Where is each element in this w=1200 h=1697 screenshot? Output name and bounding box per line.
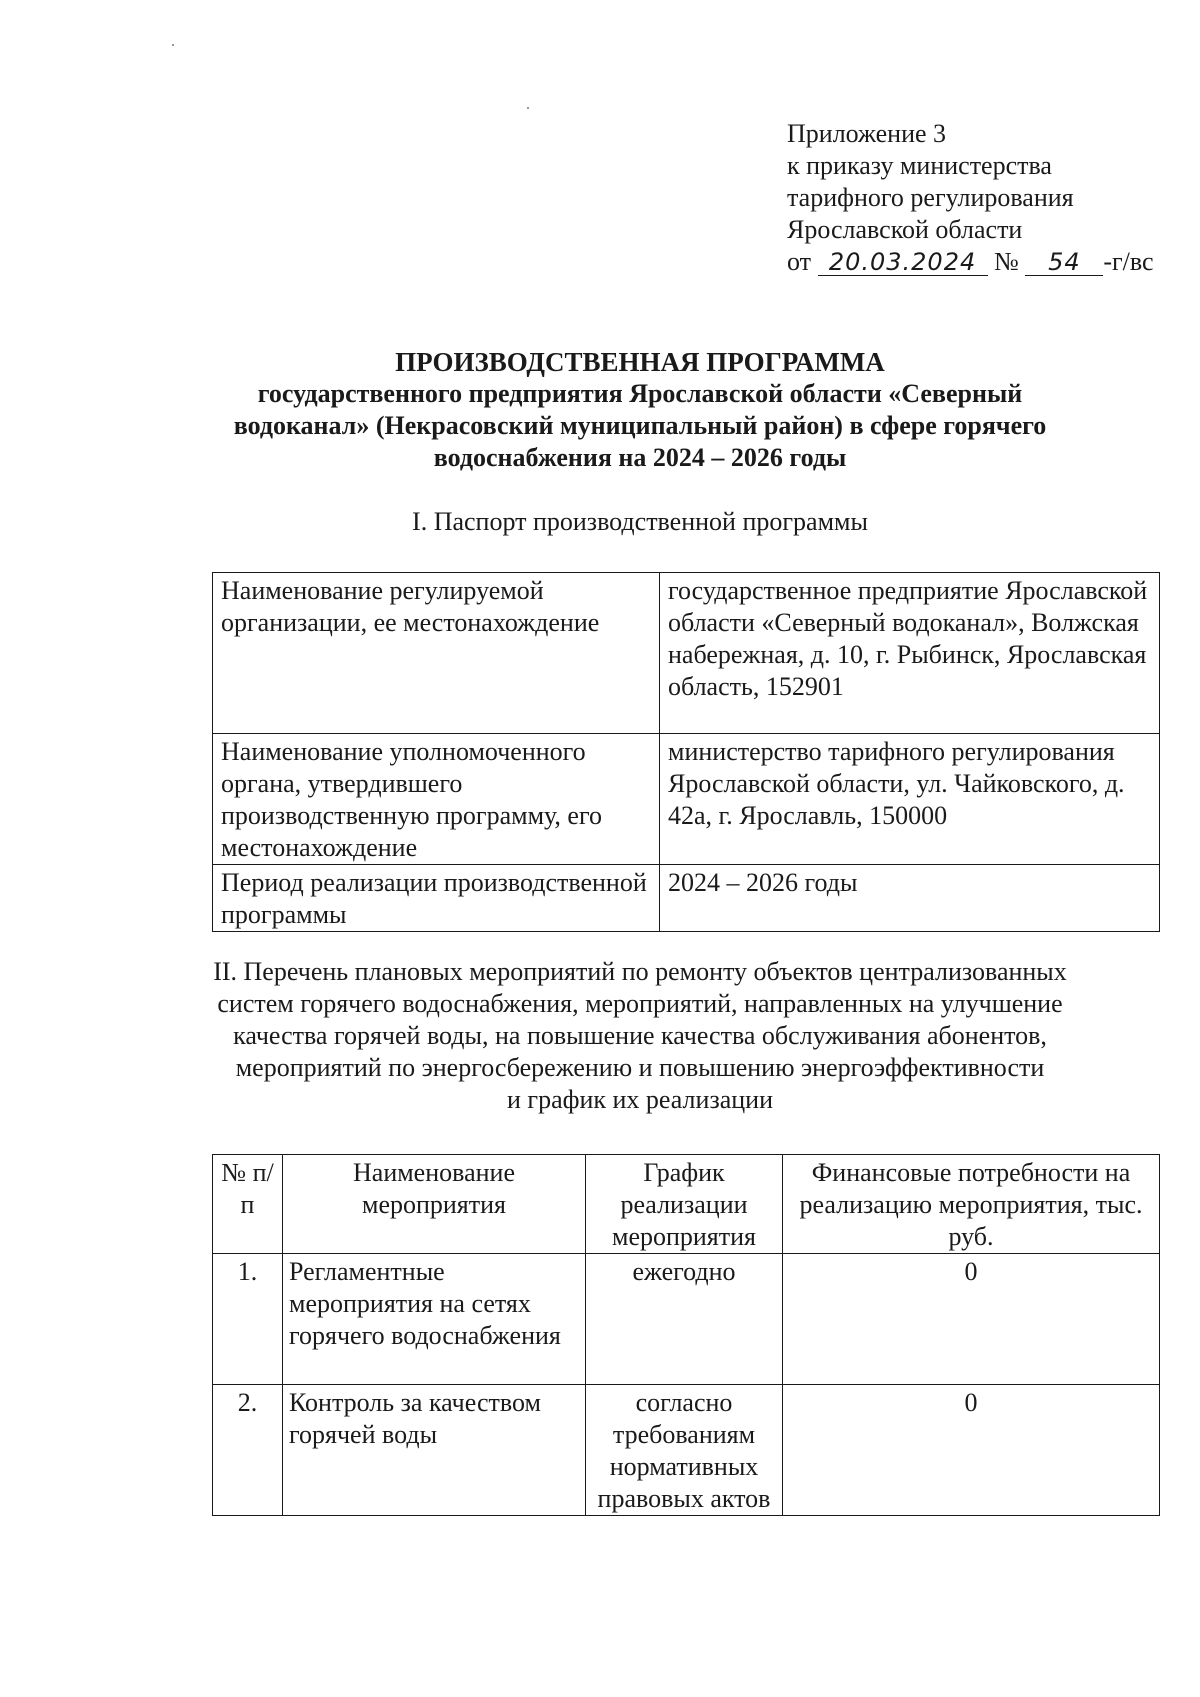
row-schedule: ежегодно [586, 1254, 783, 1385]
row-finance: 0 [783, 1254, 1160, 1385]
section-2-heading [140, 956, 1140, 1116]
section-2-heading-line-1: II. Перечень плановых мероприятий по ремонту объектов централизованных [213, 957, 1067, 986]
date-prefix: от [787, 247, 812, 276]
title-line-3: водоканал» (Некрасовский муниципальный район) в сфере горячего [233, 411, 1047, 440]
appendix-block [787, 118, 1187, 278]
appendix-line-3: тарифного регулирования [787, 183, 1074, 212]
row-event-name: Регламентные мероприятия на сетях горячего водоснабжения [283, 1254, 586, 1385]
row-finance: 0 [783, 1385, 1160, 1516]
events-header-row [213, 1155, 1160, 1254]
appendix-date-line [787, 246, 1187, 278]
section-2-heading-line-5: и график их реализации [507, 1085, 773, 1114]
row-number: 2. [213, 1385, 283, 1516]
passport-value: министерство тарифного регулирования Ярославской области, ул. Чайковского, д. 42а, г. Ярославль, 150000 [660, 734, 1160, 865]
passport-label: Наименование уполномоченного органа, утвердившего производственную программу, его местонахождение [213, 734, 660, 865]
passport-row [213, 734, 1160, 865]
section-2-heading-line-2: систем горячего водоснабжения, мероприятий, направленных на улучшение [217, 989, 1063, 1018]
title-line-2: государственного предприятия Ярославской области «Северный [257, 379, 1023, 408]
title-line-1: ПРОИЗВОДСТВЕННАЯ ПРОГРАММА [395, 347, 885, 377]
table-row [213, 1385, 1160, 1516]
row-number: 1. [213, 1254, 283, 1385]
row-event-name: Контроль за качеством горячей воды [283, 1385, 586, 1516]
column-header-finance: Финансовые потребности на реализацию мероприятия, тыс. руб. [783, 1155, 1160, 1254]
passport-label: Период реализации производственной программы [213, 865, 660, 932]
column-header-number: № п/п [213, 1155, 283, 1254]
title-line-4: водоснабжения на 2024 – 2026 годы [433, 443, 847, 472]
passport-label: Наименование регулируемой организации, ее местонахождение [213, 573, 660, 734]
number-sign: № [994, 247, 1019, 276]
passport-row [213, 865, 1160, 932]
document-title [200, 346, 1080, 474]
section-1-heading: I. Паспорт производственной программы [412, 507, 868, 536]
column-header-schedule: График реализации мероприятия [586, 1155, 783, 1254]
handwritten-number: 54 [1025, 249, 1103, 276]
appendix-line-2: к приказу министерства [787, 151, 1052, 180]
table-row [213, 1254, 1160, 1385]
section-2-heading-line-4: мероприятий по энергосбережению и повышению энергоэффективности [235, 1053, 1045, 1082]
number-suffix: -г/вс [1103, 247, 1154, 276]
scan-speck [527, 107, 529, 109]
appendix-line-1: Приложение 3 [787, 119, 947, 148]
passport-value: государственное предприятие Ярославской области «Северный водоканал», Волжская набережная, д. 10, г. Рыбинск, Ярославская область, 152901 [660, 573, 1160, 734]
scan-speck [172, 44, 174, 46]
passport-value: 2024 – 2026 годы [660, 865, 1160, 932]
passport-table [212, 572, 1160, 932]
row-schedule: согласно требованиям нормативных правовых актов [586, 1385, 783, 1516]
passport-row [213, 573, 1160, 734]
appendix-line-4: Ярославской области [787, 215, 1023, 244]
handwritten-date: 20.03.2024 [818, 249, 988, 276]
section-2-heading-line-3: качества горячей воды, на повышение качества обслуживания абонентов, [233, 1021, 1047, 1050]
events-table [212, 1154, 1160, 1516]
column-header-name: Наименование мероприятия [283, 1155, 586, 1254]
